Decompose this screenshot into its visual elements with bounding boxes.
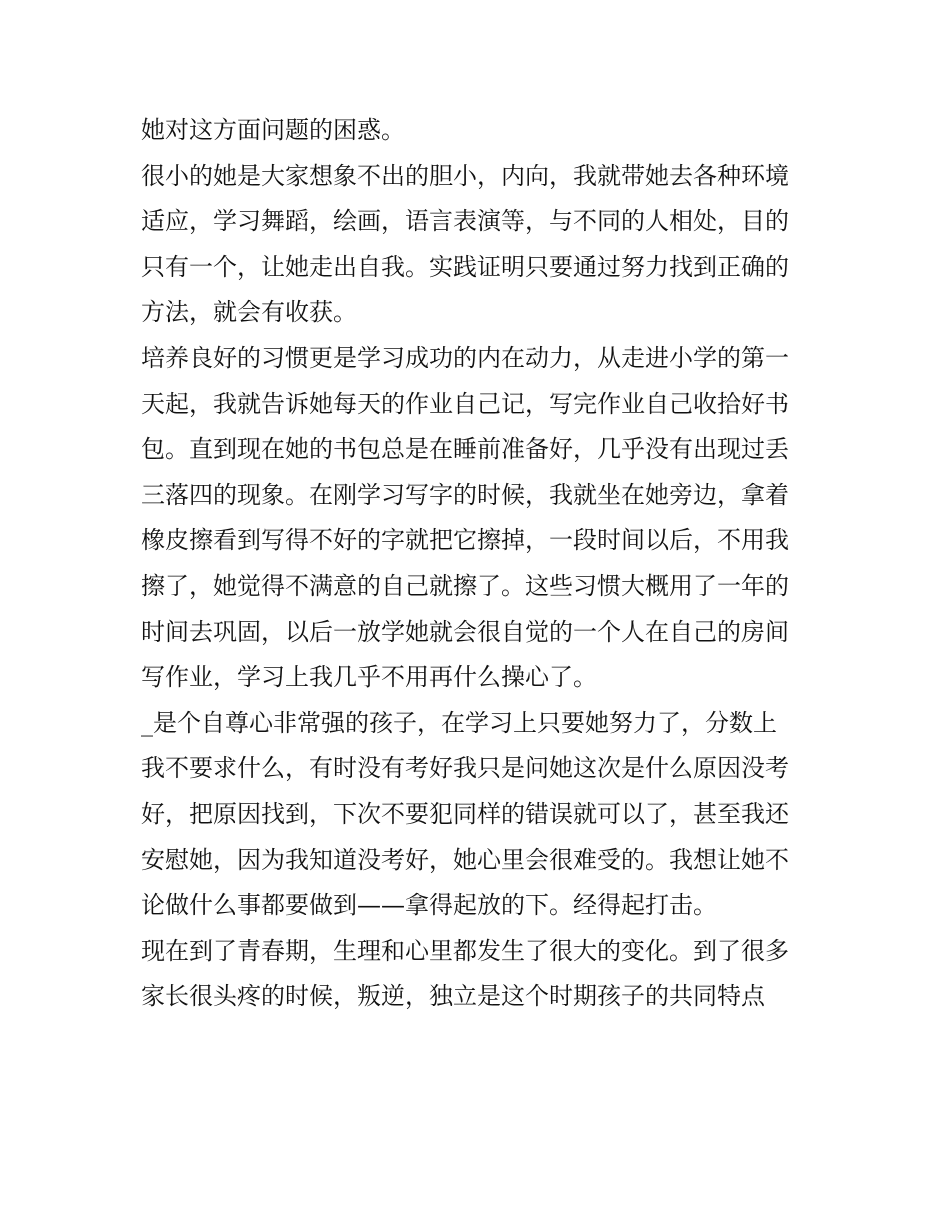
text-line: 很小的她是大家想象不出的胆小，内向，我就带她去各种环境: [141, 161, 789, 190]
text-line: 论做什么事都要做到——拿得起放的下。经得起打击。: [141, 891, 717, 920]
text-line: 天起，我就告诉她每天的作业自己记，写完作业自己收拾好书: [141, 389, 789, 418]
text-line: 只有一个，让她走出自我。实践证明只要通过努力找到正确的: [141, 252, 789, 281]
text-line: 三落四的现象。在刚学习写字的时候，我就坐在她旁边，拿着: [141, 480, 789, 509]
text-line: 擦了，她觉得不满意的自己就擦了。这些习惯大概用了一年的: [141, 571, 789, 600]
text-line: 时间去巩固，以后一放学她就会很自觉的一个人在自己的房间: [141, 617, 789, 646]
text-line: _是个自尊心非常强的孩子，在学习上只要她努力了，分数上: [141, 708, 777, 737]
text-line: 好，把原因找到，下次不要犯同样的错误就可以了，甚至我还: [141, 799, 789, 828]
text-line: 她对这方面问题的困惑。: [141, 116, 405, 144]
text-line: 安慰她，因为我知道没考好，她心里会很难受的。我想让她不: [141, 845, 789, 874]
text-line: 我不要求什么，有时没有考好我只是问她这次是什么原因没考: [141, 754, 789, 783]
text-line: 适应，学习舞蹈，绘画，语言表演等，与不同的人相处，目的: [141, 207, 789, 236]
text-line: 橡皮擦看到写得不好的字就把它擦掉，一段时间以后，不用我: [141, 526, 789, 555]
text-line: 培养良好的习惯更是学习成功的内在动力，从走进小学的第一: [141, 343, 789, 372]
text-line: 包。直到现在她的书包总是在睡前准备好，几乎没有出现过丢: [141, 435, 789, 464]
text-line: 现在到了青春期，生理和心里都发生了很大的变化。到了很多: [141, 936, 789, 965]
text-line: 家长很头疼的时候，叛逆，独立是这个时期孩子的共同特点: [141, 982, 765, 1011]
text-line: 方法，就会有收获。: [141, 298, 357, 327]
text-line: 写作业，学习上我几乎不用再什么操心了。: [141, 663, 597, 692]
body-text: [141, 108, 813, 1020]
